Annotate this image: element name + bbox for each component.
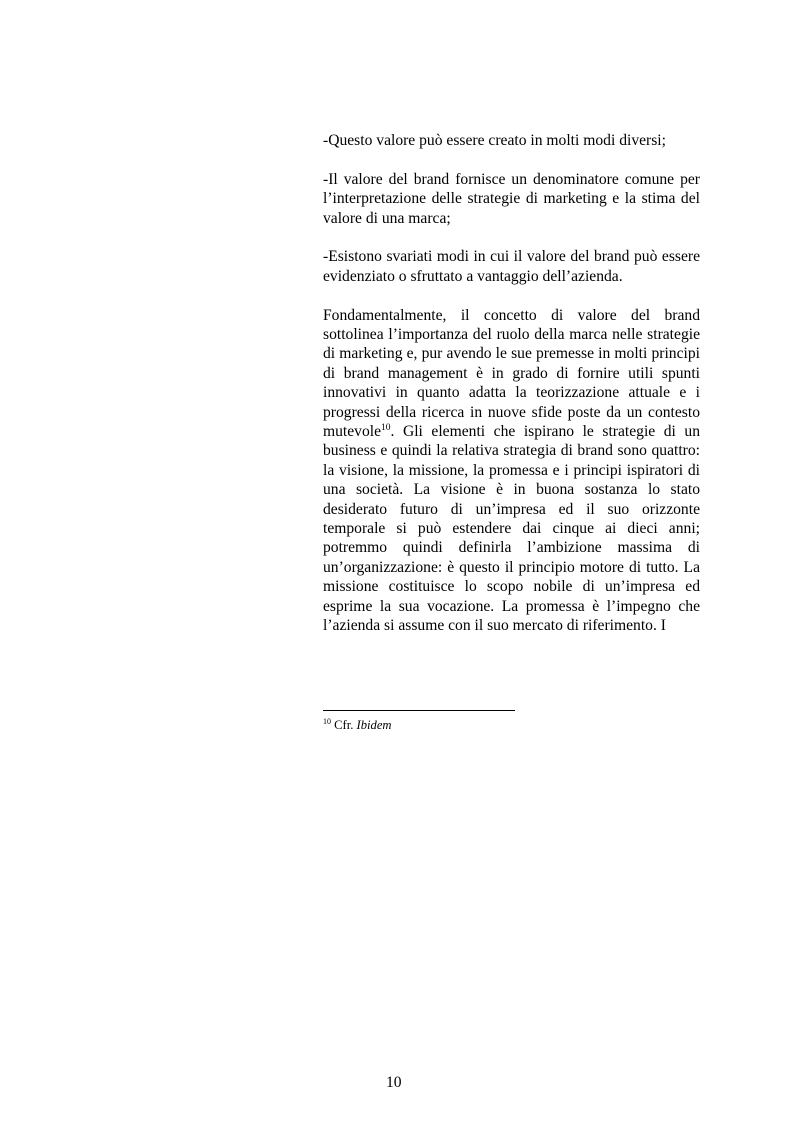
main-paragraph — [323, 306, 700, 636]
bullet-paragraph-1: -Questo valore può essere creato in molti modi diversi; — [323, 132, 666, 149]
bullet-paragraph-3: -Esistono svariati modi in cui il valore del brand può essere evidenziato o sfruttato a vantaggio dell’azienda. — [323, 248, 700, 285]
page-number: 10 — [386, 1074, 402, 1091]
footnote-source: Ibidem — [356, 718, 392, 732]
footnote — [323, 717, 700, 733]
bullet-paragraph-2: -Il valore del brand fornisce un denominatore comune per l’interpretazione delle strategie di marketing e la stima del valore di una marca; — [323, 170, 700, 227]
main-paragraph-text-after-note: . Gli elementi che ispirano le strategie di un business e quindi la relativa strategia di brand sono quattro: la visione, la missione, la promessa e i principi ispiratori di una società. La visione è in buona sostanza lo stato desiderato futuro di un’impresa ed il suo orizzonte temporale si può estendere dai cinque ai dieci anni; potremmo quindi definirla l’ambizione massima di un’organizzazione: è questo il principio motore di tutto. La missione costituisce lo scopo nobile di un’impresa ed esprime la sua vocazione. La promessa è l’impegno che l’azienda si assume con il suo mercato di riferimento. I — [323, 423, 700, 635]
footnote-reference[interactable]: 10 — [381, 423, 391, 434]
main-paragraph-text-before-note: Fondamentalmente, il concetto di valore del brand sottolinea l’importanza del ruolo della marca nelle strategie di marketing e, pur avendo le sue premesse in molti principi di brand management è in grado di fornire utili spunti innovativi in quanto adatta la teorizzazione attuale e i progressi della ricerca in nuove sfide poste da un contesto mutevole — [323, 306, 700, 441]
body-text — [323, 131, 700, 636]
footnote-number: 10 — [323, 717, 331, 726]
footnote-prefix: Cfr. — [331, 718, 357, 732]
footnote-separator — [323, 710, 515, 711]
